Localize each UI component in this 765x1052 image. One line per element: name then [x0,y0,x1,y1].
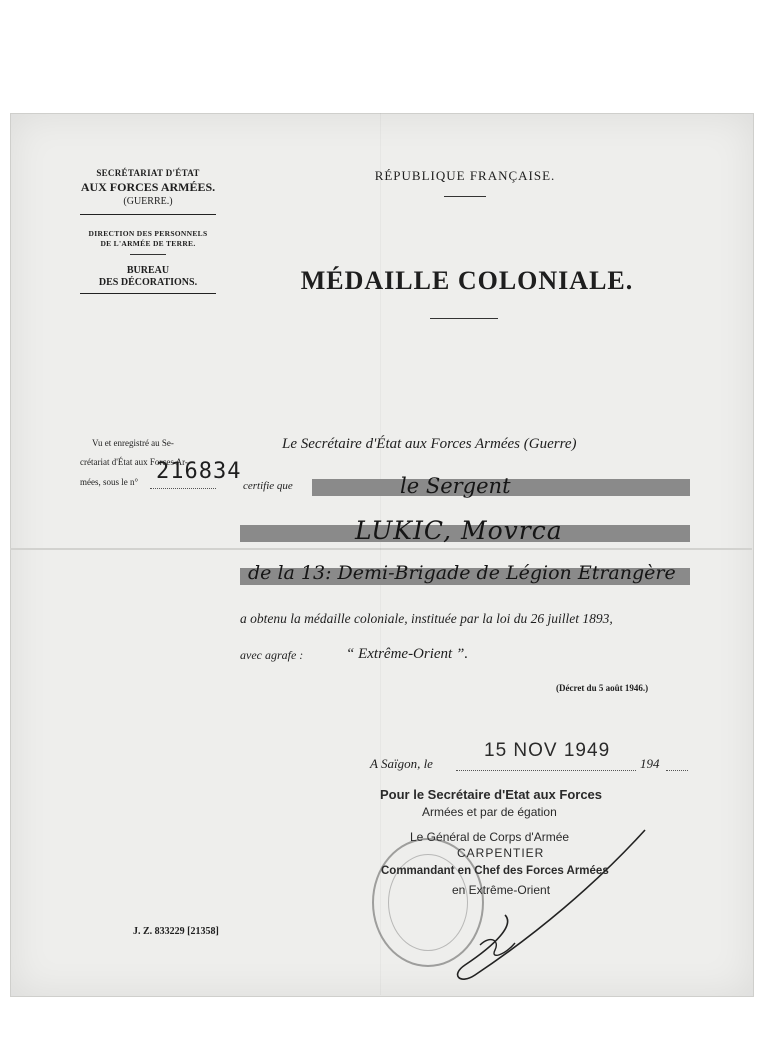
registration-line2: crétariat d'État aux Forces Ar- [80,457,188,467]
stamp-line6: en Extrême-Orient [452,883,551,897]
header-direction: DIRECTION DES PERSONNELS [88,229,208,238]
registration-line3: mées, sous le n° [80,477,139,487]
registration-line1: Vu et enregistré au Se- [92,438,174,448]
paper-fold [10,548,752,550]
document-title: MÉDAILLE COLONIALE. [300,266,634,295]
header-forces: AUX FORCES ARMÉES. [80,180,216,194]
registration-dotted-line [150,488,216,489]
republic-rule [444,196,486,197]
obtained-line: a obtenu la médaille coloniale, instituée par la loi du 26 juillet 1893, [240,611,613,626]
place-label: A Saïgon, le [370,756,433,771]
header-bureau: BUREAU [126,265,170,276]
paper-crease [380,113,381,995]
registration-number: 216834 [156,459,242,484]
agrafe-value: “ Extrême-Orient ”. [346,646,469,662]
header-guerre: (GUERRE.) [123,196,173,207]
print-reference: J. Z. 833229 [21358] [133,926,219,937]
certifie-label: certifie que [243,480,293,492]
unit-handwritten: de la 13: Demi-Brigade de Légion Etrangère [248,562,676,584]
decree-note: (Décret du 5 août 1946.) [556,683,649,693]
stamp-line2: Armées et par de égation [422,805,557,819]
header-secretariat: SECRÉTARIAT D'ÉTAT [96,168,200,178]
stamp-line3: Le Général de Corps d'Armée [410,830,570,844]
date-stamp: 15 NOV 1949 [484,740,611,761]
title-rule [430,318,498,319]
date-dotted-line [456,770,636,771]
header-short-rule [130,254,166,255]
republic-label: RÉPUBLIQUE FRANÇAISE. [374,168,556,183]
header-armee: DE L'ARMÉE DE TERRE. [100,239,196,248]
agrafe-prefix: avec agrafe : [240,648,304,662]
stamp-line5: Commandant en Chef des Forces Armées [381,865,609,877]
header-bottom-rule [80,293,216,294]
header-rule [80,214,216,215]
stamp-line1: Pour le Secrétaire d'Etat aux Forces [380,787,603,802]
header-decorations: DES DÉCORATIONS. [98,277,198,288]
name-handwritten: LUKIC, Movrca [355,516,563,545]
stamp-line4: CARPENTIER [457,846,545,860]
signature-flourish [445,825,665,990]
year-print: 194 [640,756,660,771]
authority-line: Le Secrétaire d'État aux Forces Armées (Guerre) [282,436,577,452]
year-dotted-line [666,770,688,771]
rank-handwritten: le Sergent [400,474,511,498]
